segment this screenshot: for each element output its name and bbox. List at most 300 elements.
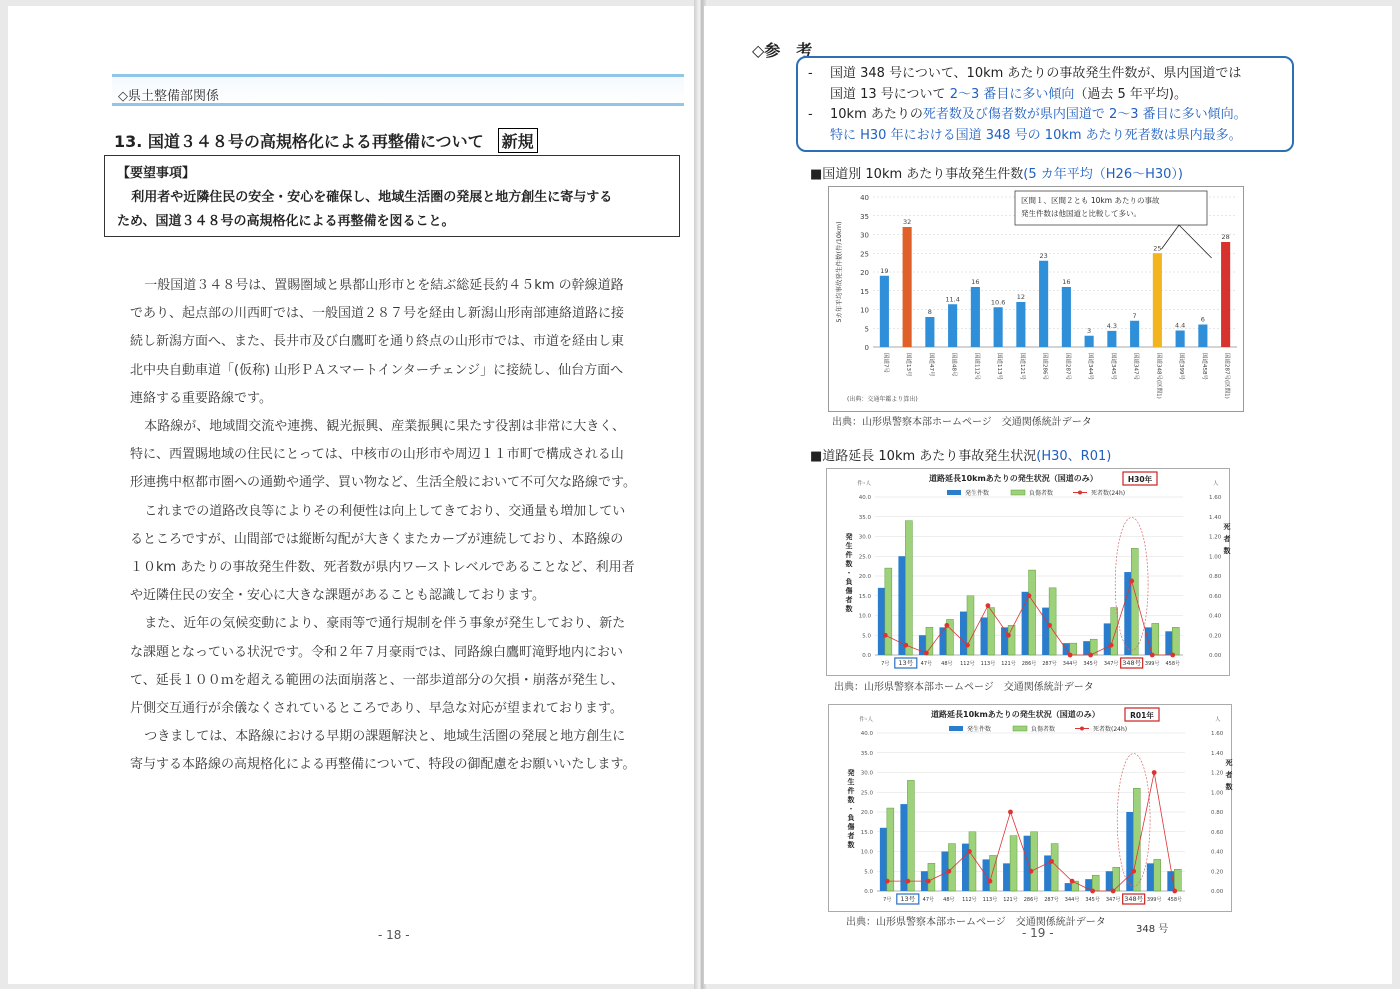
bar-accidents bbox=[1147, 863, 1154, 891]
new-badge: 新規 bbox=[498, 128, 538, 153]
data-label: 8 bbox=[927, 308, 932, 316]
body-line: 北中央自動車道「(仮称) 山形ＰＡスマートインターチェンジ」に接続し、仙台方面へ bbox=[130, 362, 624, 378]
section-2-title-main: ■道路延長 10km あたり事故発生状況 bbox=[810, 449, 1037, 464]
section-3-note: 348 号 bbox=[1136, 924, 1169, 935]
x-tick-label: 286号 bbox=[1023, 897, 1039, 903]
y-tick-label: 0 bbox=[864, 344, 869, 352]
point-deaths bbox=[1070, 879, 1075, 884]
y-tick-label: 40 bbox=[860, 194, 869, 202]
x-tick-label: 345号 bbox=[1085, 897, 1100, 903]
x-tick-label: 国道399号 bbox=[1178, 353, 1185, 380]
bar bbox=[925, 317, 934, 347]
y-tick-label: 10 bbox=[860, 306, 869, 315]
bar-accidents bbox=[1001, 627, 1008, 655]
body-line: また、近年の気候変動により、豪雨等で通行規制を伴う事象が発生しており、新た bbox=[144, 616, 626, 632]
point-deaths bbox=[1150, 653, 1155, 658]
reference-text bbox=[830, 85, 1187, 106]
point-deaths bbox=[965, 643, 970, 648]
x-tick-label: 48号 bbox=[941, 661, 953, 667]
y2-tick-label: 0.60 bbox=[1209, 593, 1222, 600]
y2-tick-label: 1.60 bbox=[1209, 495, 1222, 501]
y-tick-label: 30.0 bbox=[858, 534, 871, 541]
body-paragraph bbox=[130, 610, 686, 723]
bar-accidents bbox=[981, 617, 988, 655]
x-tick-label: 7号 bbox=[881, 661, 890, 667]
bar-accidents bbox=[1065, 883, 1072, 891]
y2-tick-label: 0.40 bbox=[1209, 613, 1222, 620]
x-tick-label: 287号 bbox=[1044, 897, 1059, 903]
y-tick-label: 5 bbox=[864, 325, 869, 334]
point-deaths bbox=[1027, 593, 1032, 598]
legend-label: 発生件数 bbox=[965, 490, 990, 497]
y-tick-label: 35.0 bbox=[858, 514, 871, 521]
bar bbox=[1107, 331, 1116, 347]
y2-tick-label: 1.60 bbox=[1211, 731, 1224, 737]
y-unit: 件･人 bbox=[857, 481, 871, 487]
bar-injuries bbox=[885, 568, 892, 655]
reference-text-part: 国道 13 号について bbox=[830, 86, 950, 102]
x-tick-label: 47号 bbox=[920, 661, 933, 667]
y-tick-label: 0.0 bbox=[862, 653, 871, 659]
point-deaths bbox=[1152, 770, 1157, 775]
x-tick-label: 国道112号 bbox=[973, 353, 980, 380]
y2-tick-label: 0.20 bbox=[1209, 633, 1222, 640]
x-tick-label: 47号 bbox=[922, 897, 935, 903]
x-tick-label: 287号 bbox=[1042, 661, 1057, 667]
year-badge: R01年 bbox=[1130, 711, 1154, 720]
point-deaths bbox=[1090, 889, 1095, 894]
y-tick-label: 20 bbox=[860, 269, 869, 277]
section-1-source: 出典：山形県警察本部ホームページ 交通関係統計データ bbox=[832, 417, 1092, 428]
point-deaths bbox=[986, 603, 991, 608]
bar-injuries bbox=[1113, 867, 1120, 891]
x-tick-label: 国道345号 bbox=[1109, 353, 1116, 380]
x-tick-label: 国道344号 bbox=[1087, 353, 1094, 380]
point-deaths bbox=[1006, 633, 1011, 638]
y2-tick-label: 1.00 bbox=[1211, 790, 1224, 797]
bar-injuries bbox=[948, 844, 955, 891]
bar-injuries bbox=[887, 808, 894, 891]
bar bbox=[1130, 321, 1139, 347]
reference-line bbox=[808, 126, 1282, 147]
bar-injuries bbox=[928, 863, 935, 891]
reference-text-part: 国道 348 号について、10km あたりの事故発生件数が、県内国道では bbox=[830, 66, 1242, 81]
y2-tick-label: 0.80 bbox=[1211, 810, 1224, 816]
bar bbox=[880, 276, 889, 347]
x-tick-label: 348号 bbox=[1122, 659, 1142, 667]
point-deaths bbox=[905, 879, 910, 884]
bar-accidents bbox=[1003, 863, 1010, 891]
x-tick-label: 113号 bbox=[982, 897, 998, 903]
bar-injuries bbox=[1111, 608, 1118, 655]
bar-injuries bbox=[907, 780, 914, 891]
section-3-source: 出典：山形県警察本部ホームページ 交通関係統計データ bbox=[846, 917, 1106, 928]
chart-r01 bbox=[828, 704, 1232, 912]
page-number-left: - 18 - bbox=[378, 928, 410, 942]
x-tick-label: 国道347号 bbox=[1132, 353, 1139, 380]
body-text bbox=[130, 272, 686, 780]
x-tick-label: 112号 bbox=[962, 897, 977, 903]
body-line: 形連携中枢都市圏への通勤や通学、買い物など、生活全般において不可欠な路線です。 bbox=[130, 475, 636, 491]
reference-text bbox=[830, 126, 1242, 147]
reference-header: ◇参 考 bbox=[752, 41, 813, 60]
y-tick-label: 25.0 bbox=[860, 790, 873, 797]
y-axis-label-char: 発 bbox=[847, 769, 855, 777]
reference-text bbox=[830, 105, 1247, 126]
x-tick-label: 344号 bbox=[1062, 661, 1078, 667]
data-label: 23 bbox=[1039, 251, 1048, 260]
bar bbox=[1176, 331, 1185, 348]
request-label: 【要望事項】 bbox=[117, 166, 196, 181]
chart-title: 道路延長10kmあたりの発生状況（国道のみ） bbox=[929, 474, 1098, 483]
x-tick-label: 113号 bbox=[980, 661, 996, 667]
point-deaths bbox=[885, 879, 890, 884]
bar-injuries bbox=[1152, 623, 1159, 655]
bar-injuries bbox=[1049, 588, 1056, 655]
body-paragraph bbox=[130, 272, 686, 413]
legend-marker bbox=[1078, 491, 1082, 495]
reference-line bbox=[808, 105, 1282, 126]
legend-label: 死者数(24h) bbox=[1091, 490, 1126, 497]
y-tick-label: 30.0 bbox=[860, 770, 873, 777]
annotation-arrow bbox=[1161, 225, 1179, 249]
point-deaths bbox=[946, 869, 951, 874]
x-tick-label: 458号 bbox=[1167, 897, 1183, 903]
x-tick-label: 286号 bbox=[1021, 661, 1037, 667]
y-axis-label-char: 負 bbox=[845, 578, 853, 586]
y-axis-label-char: ・ bbox=[847, 805, 855, 813]
reference-text-part: 死者数及び傷者数が県内国道で 2〜3 番目に多い傾向。 bbox=[922, 107, 1247, 122]
bar-accidents bbox=[900, 804, 907, 891]
legend-swatch bbox=[949, 726, 963, 731]
y2-tick-label: 1.00 bbox=[1209, 554, 1222, 561]
y-tick-label: 0.0 bbox=[864, 889, 873, 895]
bar-accidents bbox=[1022, 592, 1029, 655]
bar-injuries bbox=[988, 608, 995, 655]
bar bbox=[1085, 336, 1094, 347]
y2-tick-label: 0.00 bbox=[1209, 653, 1222, 659]
point-deaths bbox=[883, 633, 888, 638]
data-label: 19 bbox=[880, 266, 889, 275]
legend-label: 負傷者数 bbox=[1029, 490, 1054, 497]
bar bbox=[1039, 261, 1048, 347]
x-tick-label: 121号 bbox=[1001, 661, 1016, 667]
bar-injuries bbox=[1051, 844, 1058, 891]
x-tick-label: 国道287号(区間1) bbox=[1223, 353, 1230, 399]
chart-title: 道路延長10kmあたりの発生状況（国道のみ） bbox=[931, 710, 1100, 719]
bar bbox=[994, 307, 1003, 347]
x-tick-label: 国道13号 bbox=[905, 353, 912, 377]
x-tick-label: 399号 bbox=[1146, 897, 1162, 903]
bar-injuries bbox=[969, 832, 976, 891]
body-line: 寄与する本路線の高規格化による再整備について、特段の御配慮をお願いいたします。 bbox=[130, 757, 636, 773]
y-tick-label: 15.0 bbox=[858, 593, 871, 600]
x-tick-label: 348号 bbox=[1124, 895, 1144, 903]
chart-h30 bbox=[826, 468, 1230, 676]
body-line: これまでの道路改良等によりその利便性は向上してきており、交通量も増加してい bbox=[144, 503, 626, 519]
body-line: 一般国道３４８号は、置賜圏域と県都山形市とを結ぶ総延長約４５km の幹線道路 bbox=[144, 278, 624, 293]
body-line: 片側交互通行が余儀なくされているところであり、早急な対応が望まれております。 bbox=[130, 701, 623, 717]
y-unit: 件･人 bbox=[859, 717, 873, 723]
annotation-arrow bbox=[1179, 225, 1212, 258]
bar-accidents bbox=[1106, 871, 1113, 891]
y-axis-label-char: 数 bbox=[847, 841, 855, 849]
y2-unit: 人 bbox=[1213, 481, 1219, 487]
bar-injuries bbox=[1154, 859, 1161, 891]
y-axis-label-char: 数 bbox=[845, 605, 853, 613]
point-deaths bbox=[1068, 653, 1073, 658]
x-tick-label: 48号 bbox=[943, 897, 955, 903]
data-label: 4.4 bbox=[1174, 321, 1186, 330]
x-tick-label: 399号 bbox=[1144, 661, 1160, 667]
x-tick-label: 121号 bbox=[1003, 897, 1018, 903]
reference-line bbox=[808, 85, 1282, 106]
y-tick-label: 15 bbox=[860, 287, 869, 296]
y-tick-label: 30 bbox=[860, 231, 869, 240]
point-deaths bbox=[1129, 579, 1134, 584]
y-tick-label: 5.0 bbox=[864, 869, 873, 876]
y-tick-label: 35 bbox=[860, 212, 869, 221]
x-tick-label: 国道113号 bbox=[996, 353, 1003, 380]
bar-injuries bbox=[1133, 788, 1140, 891]
y-tick-label: 20.0 bbox=[858, 574, 871, 580]
bar bbox=[1153, 253, 1162, 347]
section-1-title-sub: (5 カ年平均（H26〜H30）) bbox=[1023, 167, 1183, 182]
body-line: 続し新潟方面へ、また、長井市及び白鷹町を通り終点の山形市では、市道を経由し東 bbox=[130, 334, 625, 350]
x-tick-label: 344号 bbox=[1064, 897, 1080, 903]
bar-injuries bbox=[1172, 627, 1179, 655]
y-axis-label-char: 生 bbox=[845, 542, 853, 550]
legend-label: 死者数(24h) bbox=[1093, 726, 1128, 733]
bar bbox=[1016, 302, 1025, 347]
bar-accidents bbox=[1104, 623, 1111, 655]
point-deaths bbox=[988, 879, 993, 884]
y2-axis-label-char: 死 bbox=[1225, 759, 1233, 767]
bar-injuries bbox=[1029, 570, 1036, 655]
data-label: 12 bbox=[1016, 293, 1026, 301]
x-tick-label: 347号 bbox=[1105, 897, 1121, 903]
bar-accidents bbox=[878, 588, 885, 655]
x-tick-label: 7号 bbox=[883, 897, 892, 903]
y-tick-label: 10.0 bbox=[860, 849, 873, 856]
bar bbox=[1221, 242, 1230, 347]
y2-tick-label: 1.20 bbox=[1211, 770, 1224, 777]
y-axis-label-char: 傷 bbox=[847, 823, 855, 831]
data-label: 6 bbox=[1200, 315, 1205, 324]
bar-accidents bbox=[1126, 812, 1133, 891]
data-label: 16 bbox=[971, 278, 980, 286]
x-tick-label: 347号 bbox=[1103, 661, 1119, 667]
y-tick-label: 15.0 bbox=[860, 829, 873, 836]
point-deaths bbox=[1049, 859, 1054, 864]
x-tick-label: 国道7号 bbox=[882, 353, 889, 373]
x-tick-label: 112号 bbox=[960, 661, 975, 667]
x-tick-label: 国道286号 bbox=[1041, 353, 1048, 380]
y2-axis-label-char: 者 bbox=[1223, 535, 1231, 543]
y2-tick-label: 0.60 bbox=[1211, 829, 1224, 836]
body-line: 本路線が、地域間交流や連携、観光振興、産業振興に果たす役割は非常に大きく、 bbox=[144, 419, 626, 435]
annotation-text-1: 区間１、区間２とも 10km あたりの事故 bbox=[1021, 196, 1160, 205]
legend-swatch bbox=[1013, 726, 1027, 731]
bar-accidents bbox=[1165, 631, 1172, 655]
legend-marker bbox=[1080, 727, 1084, 731]
reference-text-part: 10km あたりの bbox=[830, 107, 923, 122]
point-deaths bbox=[924, 651, 929, 656]
y2-tick-label: 0.80 bbox=[1209, 574, 1222, 580]
data-label: 11.4 bbox=[945, 295, 960, 304]
data-label: 10.6 bbox=[990, 298, 1006, 307]
body-paragraph bbox=[130, 413, 686, 498]
bar bbox=[1062, 287, 1071, 347]
request-box bbox=[104, 155, 680, 237]
bar bbox=[903, 227, 912, 347]
y-tick-label: 5.0 bbox=[862, 633, 871, 640]
section-2-title-sub: (H30、R01) bbox=[1036, 449, 1112, 464]
y-axis-label-char: 件 bbox=[845, 551, 853, 559]
y2-axis-label-char: 者 bbox=[1225, 771, 1233, 779]
reference-dash: - bbox=[808, 66, 813, 81]
section-title bbox=[114, 128, 538, 153]
request-line-2: ため、国道３４８号の高規格化による再整備を図ること。 bbox=[117, 214, 455, 229]
bar-accidents bbox=[939, 627, 946, 655]
chart-2-svg bbox=[827, 469, 1231, 677]
y-tick-label: 35.0 bbox=[860, 750, 873, 757]
reference-text-part: 特に H30 年における国道 348 号の 10km あたり死者数は県内最多。 bbox=[830, 127, 1242, 143]
reference-dash bbox=[808, 126, 830, 147]
x-tick-label: 345号 bbox=[1083, 661, 1098, 667]
bar-injuries bbox=[990, 855, 997, 891]
bar-accidents bbox=[1024, 836, 1031, 891]
y-axis-label-char: 発 bbox=[845, 533, 853, 541]
legend-swatch bbox=[1011, 490, 1025, 495]
point-deaths bbox=[1109, 643, 1114, 648]
y2-unit: 人 bbox=[1215, 717, 1221, 723]
x-tick-label: 458号 bbox=[1165, 661, 1181, 667]
data-label: 3 bbox=[1087, 326, 1092, 335]
section-1-title bbox=[810, 163, 1183, 182]
legend-label: 負傷者数 bbox=[1031, 726, 1056, 733]
x-tick-label: 国道348号(区間1) bbox=[1155, 353, 1162, 399]
data-label: 28 bbox=[1221, 233, 1230, 241]
body-line: て、延長１００ｍを超える範囲の法面崩落と、一部歩道部分の欠損・崩落が発生し、 bbox=[130, 672, 624, 688]
reference-box bbox=[796, 56, 1294, 152]
y2-tick-label: 0.40 bbox=[1211, 849, 1224, 856]
point-deaths bbox=[1088, 653, 1093, 658]
y-axis-label-char: 数 bbox=[845, 560, 853, 568]
y-axis-label-char: 傷 bbox=[845, 587, 853, 595]
body-paragraph bbox=[130, 723, 686, 779]
bar-accidents bbox=[898, 556, 905, 655]
reference-text-part: 2〜3 番目に多い傾向 bbox=[949, 86, 1075, 102]
y-axis-label-char: 生 bbox=[847, 778, 855, 786]
point-deaths bbox=[1111, 889, 1116, 894]
legend-swatch bbox=[947, 490, 961, 495]
y-axis-label-char: ・ bbox=[845, 569, 853, 577]
data-label: 7 bbox=[1132, 311, 1137, 320]
data-label: 32 bbox=[902, 218, 912, 226]
y2-axis-label-char: 死 bbox=[1223, 523, 1231, 531]
data-label: 16 bbox=[1062, 278, 1071, 286]
y2-axis-label-char: 数 bbox=[1225, 783, 1233, 791]
section-2-source: 出典：山形県警察本部ホームページ 交通関係統計データ bbox=[834, 682, 1094, 693]
bar-injuries bbox=[1174, 869, 1181, 891]
bar bbox=[1198, 325, 1207, 348]
x-tick-label: 13号 bbox=[898, 659, 914, 667]
year-badge: H30年 bbox=[1127, 475, 1153, 484]
y-tick-label: 40.0 bbox=[858, 495, 871, 501]
x-tick-label: 国道458号 bbox=[1200, 353, 1207, 380]
y-tick-label: 20.0 bbox=[860, 810, 873, 816]
bar-accidents bbox=[1083, 641, 1090, 655]
x-tick-label: 13号 bbox=[900, 895, 916, 903]
x-tick-label: 国道47号 bbox=[927, 353, 934, 377]
dept-header: ◇県土整備部関係 bbox=[112, 74, 684, 106]
y2-tick-label: 1.40 bbox=[1211, 750, 1224, 757]
chart-3-svg bbox=[829, 705, 1233, 913]
bar bbox=[971, 287, 980, 347]
data-label: 25 bbox=[1153, 244, 1162, 253]
body-line: 連絡する重要路線です。 bbox=[130, 390, 272, 406]
point-deaths bbox=[903, 643, 908, 648]
data-label: 4.3 bbox=[1106, 321, 1118, 330]
point-deaths bbox=[1172, 889, 1177, 894]
x-tick-label: 国道121号 bbox=[1018, 353, 1025, 380]
bar-accidents bbox=[960, 612, 967, 655]
reference-text-part: （過去 5 年平均)。 bbox=[1074, 86, 1187, 102]
y-axis-label-char: 数 bbox=[847, 796, 855, 804]
legend-label: 発生件数 bbox=[967, 726, 992, 733]
x-tick-label: 国道287号 bbox=[1064, 353, 1071, 380]
point-deaths bbox=[1008, 810, 1013, 815]
bar-injuries bbox=[1031, 832, 1038, 891]
page-number-right: - 19 - bbox=[1022, 926, 1054, 940]
y2-tick-label: 0.20 bbox=[1211, 869, 1224, 876]
body-line: な課題となっている状況です。令和２年７月豪雨では、同路線白鷹町滝野地内におい bbox=[130, 644, 623, 660]
reference-dash: - bbox=[808, 107, 813, 122]
request-line-1: 利用者や近隣住民の安全・安心を確保し、地域生活圏の発展と地方創生に寄与する bbox=[131, 190, 613, 205]
y-tick-label: 10.0 bbox=[858, 613, 871, 620]
chart-1-svg bbox=[829, 187, 1245, 413]
body-line: つきましては、本路線における早期の課題解決と、地域生活圏の発展と地方創生に bbox=[144, 729, 626, 745]
point-deaths bbox=[1131, 869, 1136, 874]
bar bbox=[948, 304, 957, 347]
y-tick-label: 25.0 bbox=[858, 554, 871, 561]
body-line: や近隣住民の安全・安心に大きな課題があることも認識しております。 bbox=[130, 588, 545, 604]
y2-tick-label: 1.40 bbox=[1209, 514, 1222, 521]
y-axis-label-char: 者 bbox=[847, 832, 855, 840]
body-line: 特に、西置賜地域の住民にとっては、中核市の山形市や周辺１１市町で構成される山 bbox=[130, 447, 624, 463]
y2-axis-label-char: 数 bbox=[1223, 547, 1231, 555]
point-deaths bbox=[967, 849, 972, 854]
section-title-text: 13. 国道３４８号の高規格化による再整備について bbox=[114, 132, 484, 151]
body-line: １０km あたりの事故発生件数、死者数が県内ワーストレベルであることなど、利用者 bbox=[130, 560, 635, 576]
bar-injuries bbox=[1010, 836, 1017, 891]
y-tick-label: 40.0 bbox=[860, 731, 873, 737]
body-line: るところですが、山間部では縦断勾配が大きくまたカーブが連続しており、本路線の bbox=[130, 531, 624, 547]
section-2-title bbox=[810, 445, 1111, 464]
annotation-text-2: 発生件数は他国道と比較して多い。 bbox=[1021, 209, 1141, 218]
reference-line bbox=[808, 64, 1282, 85]
chart-note: (出典：交通年鑑より算出) bbox=[847, 396, 918, 403]
body-line: であり、起点部の川西町では、一般国道２８７号を経由し新潟山形南部連絡道路に接 bbox=[130, 306, 625, 322]
point-deaths bbox=[1029, 869, 1034, 874]
point-deaths bbox=[1047, 623, 1052, 628]
y2-tick-label: 1.20 bbox=[1209, 534, 1222, 541]
bar-injuries bbox=[1092, 875, 1099, 891]
y-axis-label-char: 者 bbox=[845, 596, 853, 604]
section-1-title-main: ■国道別 10km あたり事故発生件数 bbox=[810, 167, 1024, 182]
bar-accidents bbox=[1042, 608, 1049, 655]
